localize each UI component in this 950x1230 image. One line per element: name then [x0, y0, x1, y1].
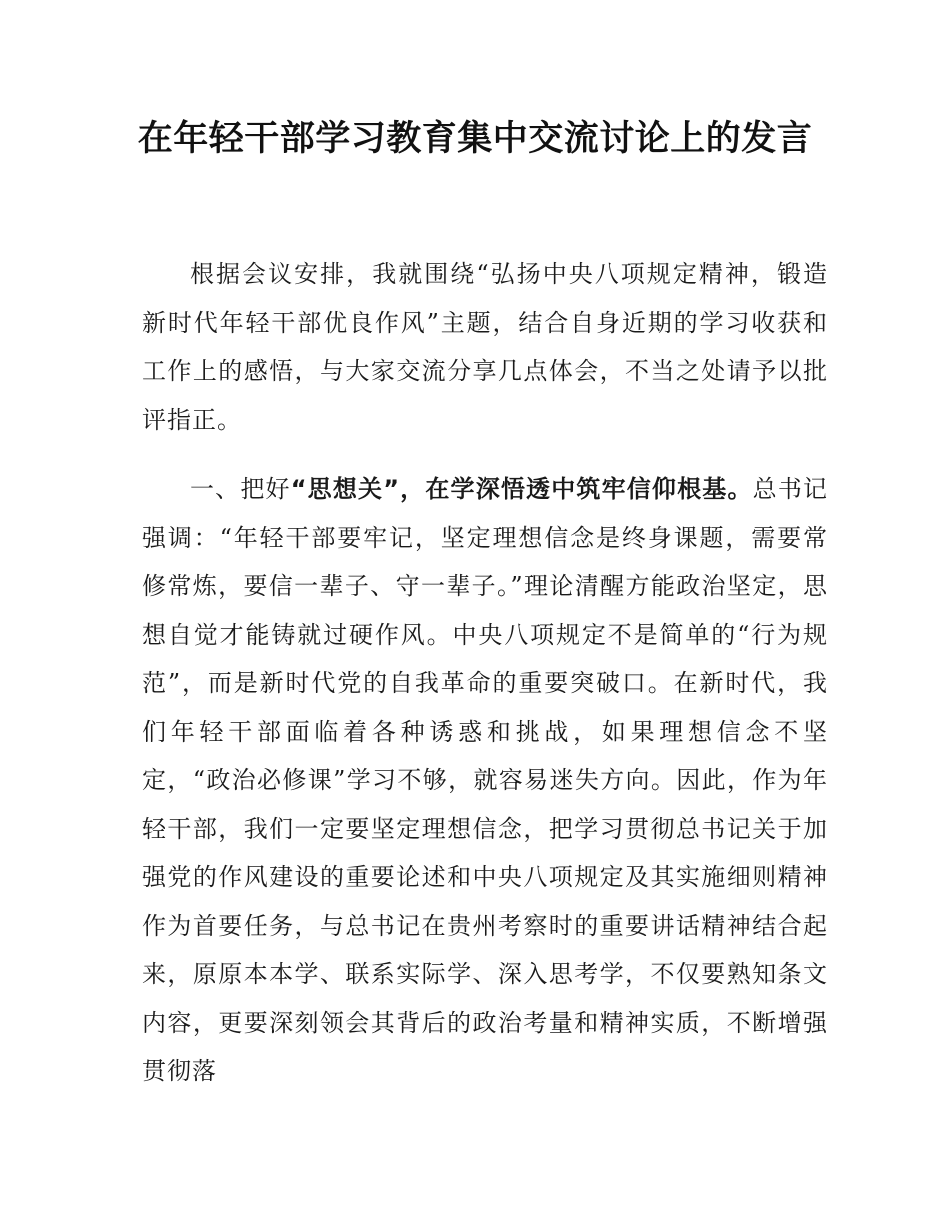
intro-paragraph: 根据会议安排，我就围绕“弘扬中央八项规定精神，锻造新时代年轻干部优良作风”主题，结合自身近期的学习收获和工作上的感悟，与大家交流分享几点体会，不当之处请予以批评指正。 — [142, 260, 828, 434]
section-1-heading: “思想关”，在学深悟透中筑牢信仰根基。 — [290, 475, 753, 503]
section-1-lead: 一、把好 — [190, 475, 291, 503]
section-1-body: 总书记强调：“年轻干部要牢记，坚定理想信念是终身课题，需要常修常炼，要信一辈子、守一辈子。”理论清醒方能政治坚定，思想自觉才能铸就过硬作风。中央八项规定不是简单的“行为规范”，而是新时代党的自我革命的重要突破口。在新时代，我们年轻干部面临着各种诱惑和挑战，如果理想信念不坚定，“政治必修课”学习不够，就容易迷失方向。因此，作为年轻干部，我们一定要坚定理想信念，把学习贯彻总书记关于加强党的作风建设的重要论述和中央八项规定及其实施细则精神作为首要任务，与总书记在贵州考察时的重要讲话精神结合起来，原原本本学、联系实际学、深入思考学，不仅要熟知条文内容，更要深刻领会其背后的政治考量和精神实质，不断增强贯彻落 — [142, 475, 829, 1085]
document-title: 在年轻干部学习教育集中交流讨论上的发言 — [137, 119, 813, 159]
section-1-paragraph — [142, 465, 828, 1096]
